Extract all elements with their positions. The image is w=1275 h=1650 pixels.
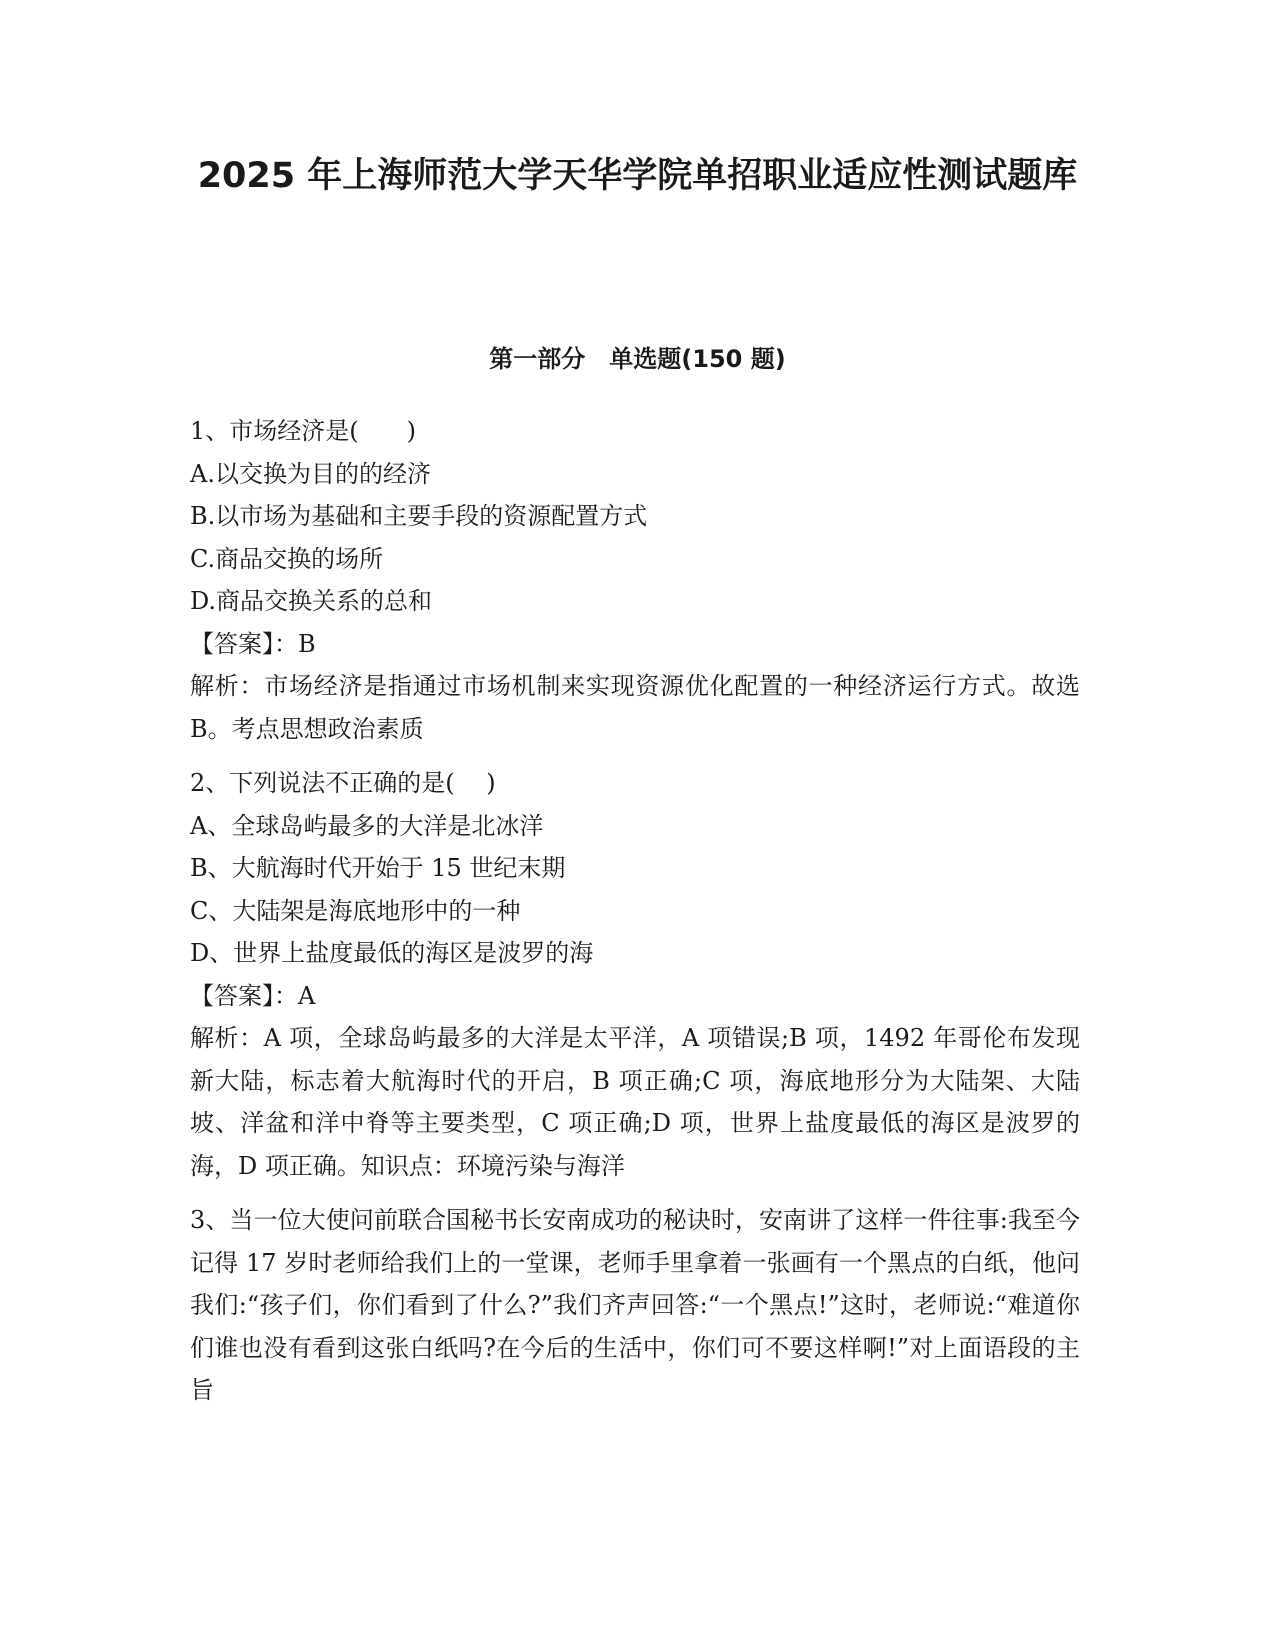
analysis-text: 解析：市场经济是指通过市场机制来实现资源优化配置的一种经济运行方式。故选 B。考点思想政治素质 <box>190 672 1080 743</box>
section-title: 第一部分 单选题(150 题) <box>489 345 786 373</box>
analysis-text: 解析：A 项，全球岛屿最多的大洋是太平洋，A 项错误;B 项，1492 年哥伦布发现新大陆，标志着大航海时代的开启，B 项正确;C 项，海底地形分为大陆架、大陆坡、洋盆和洋中脊等主要类型，C 项正确;D 项，世界上盐度最低的海区是波罗的海，D 项正确。知识点：环境污染与海洋 <box>190 1024 1080 1180</box>
document-title: 2025 年上海师范大学天华学院单招职业适应性测试题库 <box>197 156 1078 196</box>
question-stem: 3、当一位大使问前联合国秘书长安南成功的秘诀时，安南讲了这样一件往事:我至今记得 17 岁时老师给我们上的一堂课，老师手里拿着一张画有一个黑点的白纸，他问我们:“孩子们，你们看到了什么?”我们齐声回答:“一个黑点!”这时，老师说:“难道你们谁也没有看到这张白纸吗?在今后的生活中，你们可不要这样啊!”对上面语段的主旨 <box>190 1206 1080 1404</box>
option-d: D.商品交换关系的总和 <box>190 587 433 615</box>
option-b: B、大航海时代开始于 15 世纪末期 <box>190 854 566 882</box>
option-b: B.以市场为基础和主要手段的资源配置方式 <box>190 502 648 530</box>
option-a: A.以交换为目的的经济 <box>190 459 431 488</box>
answer-line: 【答案】：A <box>190 981 316 1010</box>
option-a: A、全球岛屿最多的大洋是北冰洋 <box>190 811 544 840</box>
option-c: C.商品交换的场所 <box>190 544 384 573</box>
question-1 <box>190 410 1080 750</box>
option-d: D、世界上盐度最低的海区是波罗的海 <box>190 939 594 967</box>
question-3 <box>190 1199 1080 1412</box>
question-stem: 2、下列说法不正确的是( ) <box>190 769 496 797</box>
answer-line: 【答案】：B <box>190 629 316 658</box>
question-stem: 1、市场经济是( ) <box>190 417 416 445</box>
option-c: C、大陆架是海底地形中的一种 <box>190 896 521 925</box>
question-2 <box>190 762 1080 1187</box>
question-list <box>190 410 1080 1424</box>
